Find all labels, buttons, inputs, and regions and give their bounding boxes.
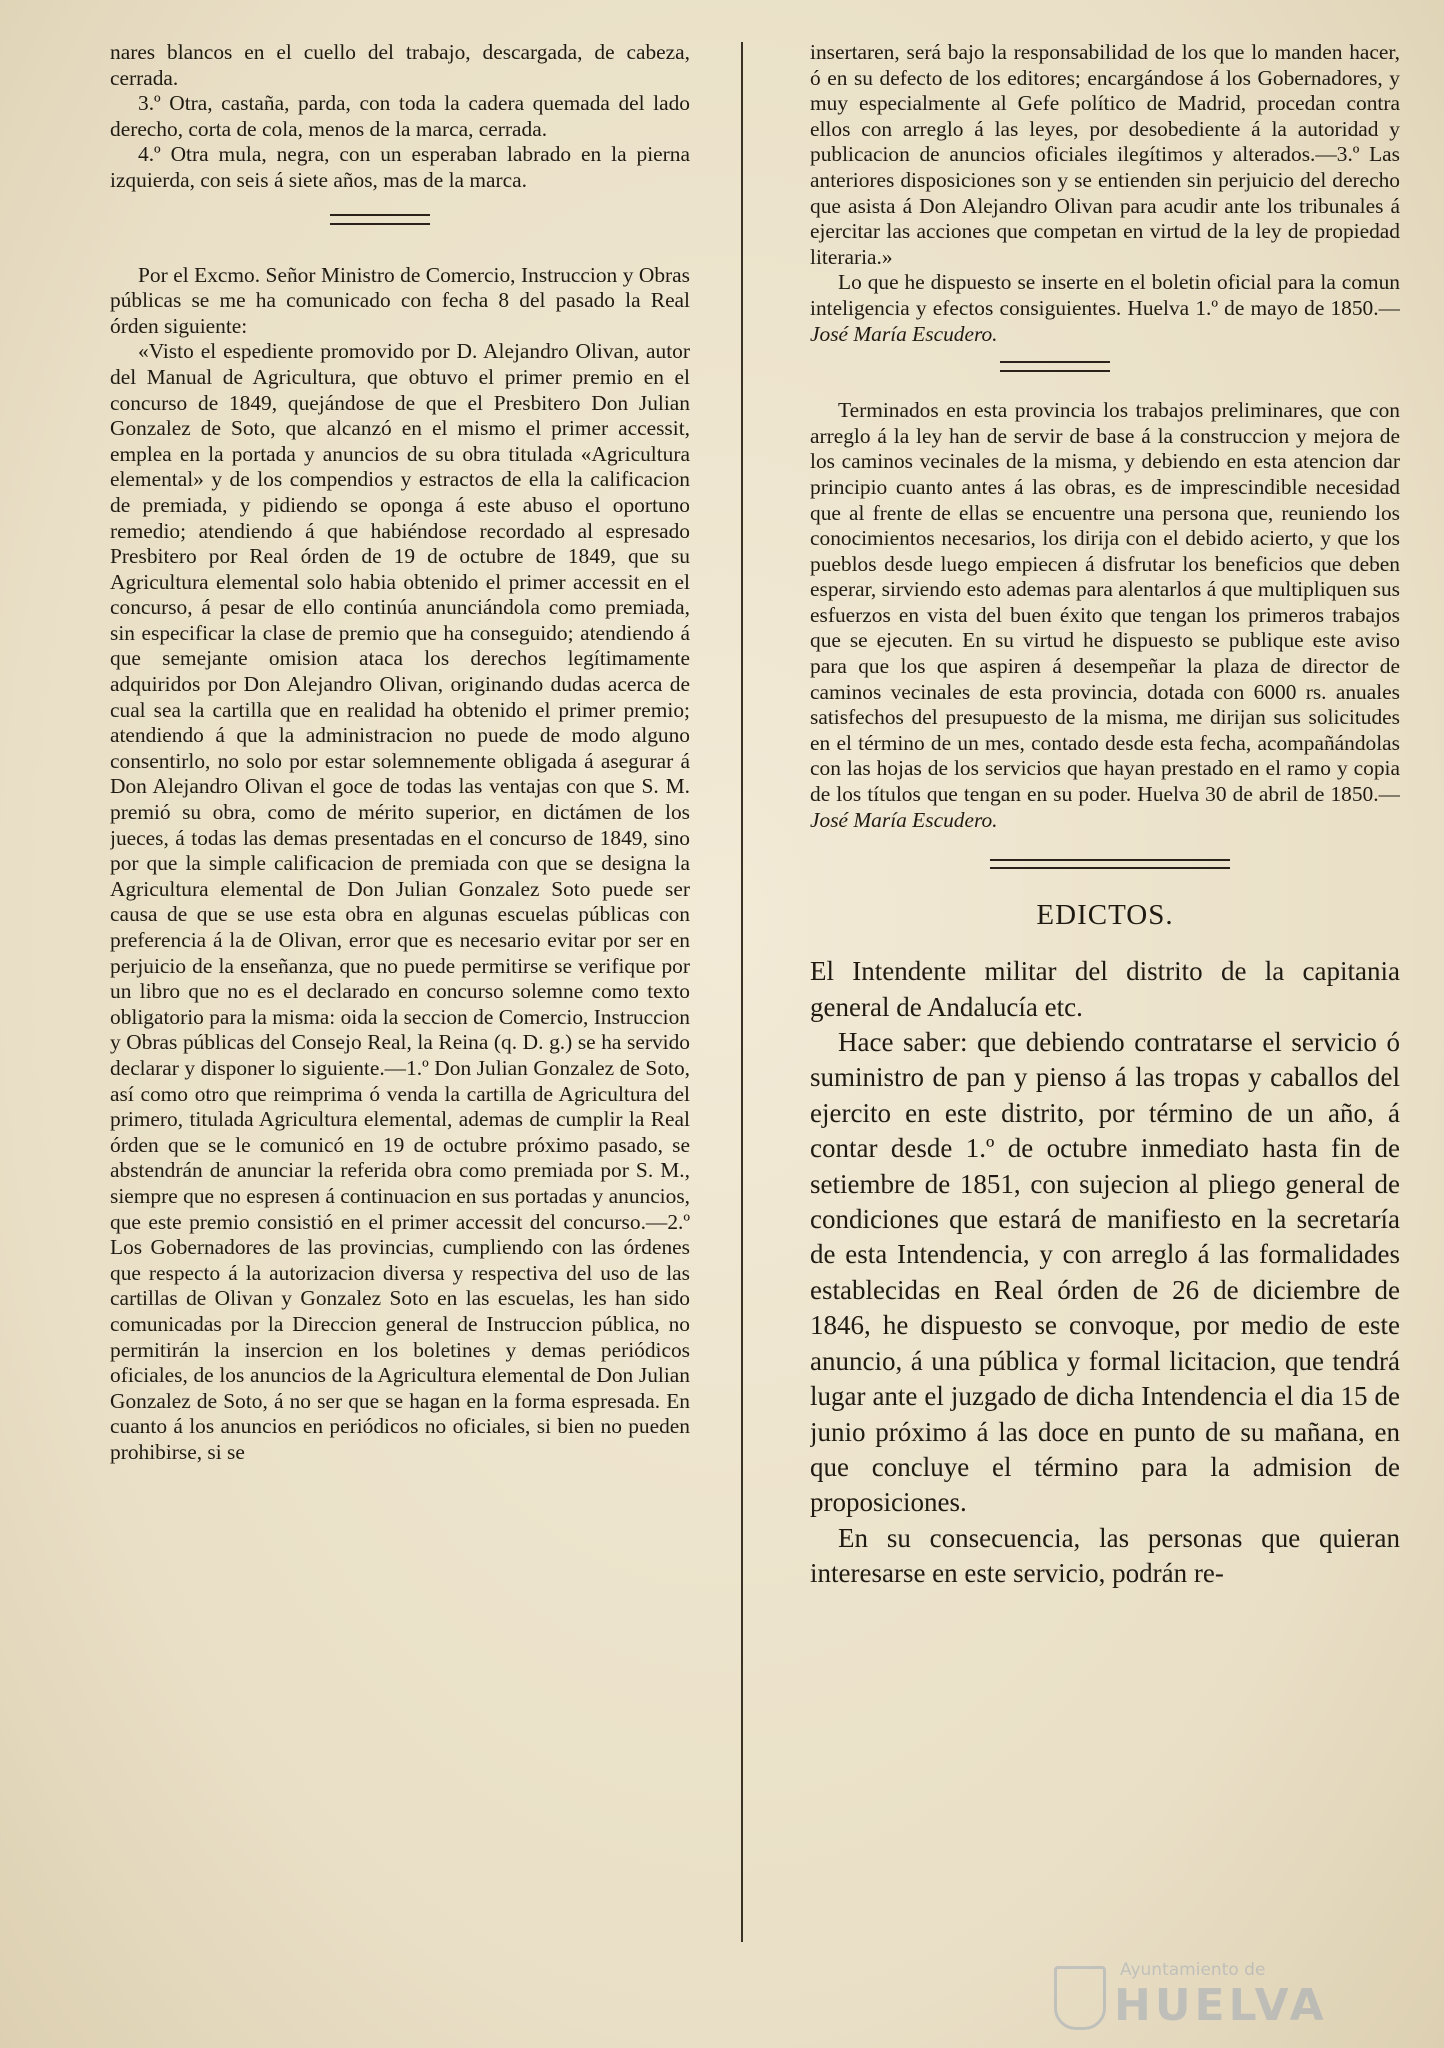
edict-body: Hace saber: que debiendo contratarse el servicio ó suministro de pan y pienso á las tropas y caballos del ejercito en este distrito, por término de un año, á contar desde 1.º de octubre inmediato hasta fin de setiembre de 1851, con sujecion al pliego general de condiciones que estará de manifiesto en la secretaría de esta Intendencia, y con arreglo á las formalidades establecidas en Real órden de 26 de diciembre de 1846, he dispuesto se convoque, por medio de este anuncio, á una pública y formal licitacion, que tendrá lugar ante el juzgado de dicha Intendencia el dia 15 de junio próximo á las doce en punto de su mañana, en que concluye el término para la admision de proposiciones. <box>810 1027 1400 1518</box>
list-item-4: 4.º Otra mula, negra, con un esperaban labrado en la pierna izquierda, con seis á siete años, mas de la marca. <box>110 142 690 192</box>
caminos-text: Terminados en esta provincia los trabajos preliminares, que con arreglo á la ley han de servir de base á la construccion y mejora de los caminos vecinales de la misma, y debiendo en esta atencion dar principio cuanto antes á las obras, es de imprescindible necesidad que al frente de ellas se encuentre una persona que, reuniendo los conocimientos necesarios, los dirija con el debido acierto, y que los pueblos desde luego empiecen á disfrutar los beneficios que deben esperar, sirviendo esto ademas para alentarlos á que multipliquen sus esfuerzos en vista del buen éxito que tengan los primeros trabajos que se ejecuten. En su virtud he dispuesto se publique este aviso para que los que aspiren á desempeñar la plaza de director de caminos vecinales de esta provincia, dotada con 6000 rs. anuales satisfechos del presupuesto de la misma, me dirijan sus solicitudes en el término de un mes, contado desde esta fecha, acompañándolas con las hojas de los servicios que hayan prestado en el ramo y copia de los títulos que tengan en su poder. Huelva 30 de abril de 1850.— <box>810 398 1400 807</box>
edictos-heading: EDICTOS. <box>1036 899 1174 932</box>
decree-body: «Visto el espediente promovido por D. Alejandro Olivan, autor del Manual de Agricultura, que obtuvo el primer premio en el concurso de 1849, quejándose de que el Presbitero Don Julian Gonzalez de Soto, que alcanzó en el mismo el primer accessit, emplea en la portada y anuncios de su obra titulada «Agricultura elemental» y de los compendios y estractos de ella la calificacion de premiada, y pidiendo se oponga á este abuso el oportuno remedio; atendiendo á que habiéndose recordado al espresado Presbitero por Real órden de 19 de octubre de 1849, que su Agricultura elemental solo habia obtenido el primer accessit en el concurso, á pesar de ello continúa anunciándola como premiada, sin especificar la clase de premio que ha conseguido; atendiendo á que semejante omision ataca los derechos legítimamente adquiridos por Don Alejandro Olivan, originando dudas acerca de cual sea la cartilla que en realidad ha obtenido el primer premio; atendiendo á que la administracion no puede de modo alguno consentirlo, no solo por estar solemnemente obligada á asegurar á Don Alejandro Olivan el goce de todas las ventajas con que S. M. premió su obra, como de mérito superior, en dictámen de los jueces, á todas las demas presentadas en el concurso de 1849, sino por que la simple calificacion de premiada con que se designa la Agricultura elemental de Don Julian Gonzalez Soto puede ser causa de que se use esta obra en algunas escuelas públicas con preferencia á la de Olivan, error que es necesario evitar por ser en perjuicio de la enseñanza, que no puede permitirse se verifique por un libro que no es el declarado en concurso solemne como texto obligatorio para la misma: oida la seccion de Comercio, Instruccion y Obras públicas del Consejo Real, la Reina (q. D. g.) se ha servido declarar y disponer lo siguiente.—1.º Don Julian Gonzalez de Soto, así como otro que reimprima ó venda la cartilla de Agricultura del primero, titulada Agricultura elemental, ademas de cumplir la Real órden que se le comunicó en 19 de octubre próximo pasado, se abstendrán de anunciar la referida obra como premiada por S. M., siempre que no espresen á continuacion en sus portadas y anuncios, que este premio consistió en el primer accessit del concurso.—2.º Los Gobernadores de las provincias, cumpliendo con las órdenes que respecto á la autorizacion diversa y respectiva del uso de las cartillas de Olivan y Gonzalez Soto en las escuelas, les han sido comunicadas por la Direccion general de Instruccion pública, no permitirán la insercion en los boletines y demas periódicos oficiales, de los anuncios de la Agricultura elemental de Don Julian Gonzalez de Soto, á no ser que se hagan en la forma espresada. En cuanto á los anuncios en periódicos no oficiales, si bien no pueden prohibirse, si se <box>110 339 690 1464</box>
decree-continuation: insertaren, será bajo la responsabilidad de los que lo manden hacer, ó en su defecto de los editores; encargándose á los Gobernadores, y muy especialmente al Gefe político de Madrid, procedan contra ellos con arreglo á las leyes, por desobediente á la autoridad y publicacion de anuncios oficiales ilegítimos y alterados.—3.º Las anteriores disposiciones son y se entienden sin perjuicio del derecho que asista á Don Alejandro Olivan para acudir ante los tribunales á ejercitar las acciones que competan en virtud de la ley de propiedad literaria.» <box>810 40 1400 269</box>
column-rule <box>741 42 743 1942</box>
decree-closing <box>810 270 1400 347</box>
closing-text: Lo que he dispuesto se inserte en el boletin oficial para la comun inteligencia y efectos consiguientes. Huelva 1.º de mayo de 1850.— <box>810 270 1400 320</box>
left-column <box>110 40 690 2018</box>
decree-intro: Por el Excmo. Señor Ministro de Comercio, Instruccion y Obras públicas se me ha comunicado con fecha 8 del pasado la Real órden siguiente: <box>110 262 690 338</box>
caminos-notice <box>810 398 1400 833</box>
section-divider <box>1000 361 1110 372</box>
list-item-3: 3.º Otra, castaña, parda, con toda la cadera quemada del lado derecho, corta de cola, menos de la marca, cerrada. <box>110 91 690 141</box>
section-divider <box>330 214 430 225</box>
right-column <box>810 40 1400 2018</box>
watermark-line2: HUELVA <box>1114 1980 1328 2031</box>
edict-title: El Intendente militar del distrito de la capitania general de Andalucía etc. <box>810 956 1400 1022</box>
watermark-line1: Ayuntamiento de <box>1120 1960 1266 1980</box>
city-shield-icon <box>1054 1966 1106 2030</box>
edict-continuation: En su consecuencia, las personas que quieran interesarse en este servicio, podrán re- <box>810 1522 1400 1589</box>
caminos-signature: José María Escudero. <box>810 807 998 832</box>
closing-signature: José María Escudero. <box>810 321 998 346</box>
archive-watermark <box>1054 1960 1364 2030</box>
section-divider <box>990 859 1230 869</box>
text-fragment-top: nares blancos en el cuello del trabajo, descargada, de cabeza, cerrada. <box>110 40 690 90</box>
